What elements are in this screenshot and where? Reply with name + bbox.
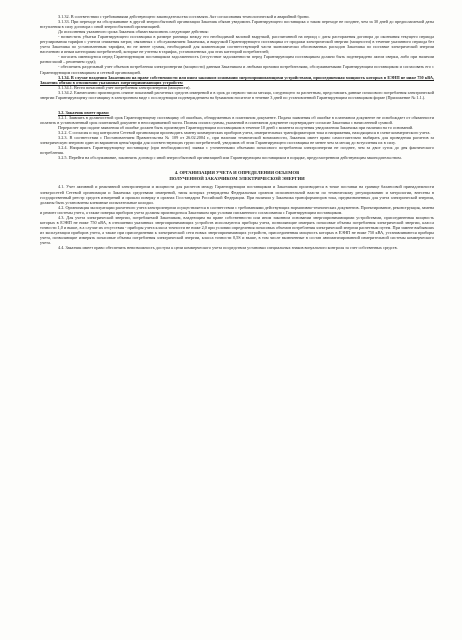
clause-paragraph: 3.2.5. Перейти на обслуживание, заключить договор с иной энергосбытовой организацией или Гарантирующим поставщиком в порядке, предусмотренном действующим законодательством. xyxy=(58,155,402,161)
clause-paragraph: 3.1.34.1. Вести почасовой учет потребления электроэнергии (мощности). xyxy=(58,84,191,90)
clause-paragraph: 3.1.34. В случае владения Заказчиком на праве собственности или ином законном основании энергопринимающими устройствами, присоединенная мощность которых в ЕЭНП не ниже 750 кВА, Заказчик обязан в отношении указанных энергопринимающих устройств: xyxy=(40,74,434,85)
clause-paragraph: 3.1.34.2. Ежемесячно производить снятие показаний расчетных средств измерений и в срок до первого числа месяца, следующего за расчетным, представлять данные почасового потребления электрической энергии Гарантирующему поставщику в электронном виде с последующим подтверждением на бумажном носителе в течение 3 дней по установленной Гарантирующим поставщиком форме (Приложение № 1.1.). xyxy=(40,89,434,100)
clause-paragraph: 4.2. Организация эксплуатации расчетного учета электроэнергии осуществляется в соответствии с требованиями действующих нормативно-технических документов. Проектирование, реконструкция, замена и ремонт системы учета, а также поверка приборов учета должны производиться Заказчиком при условии письменного согласования с Гарантирующим поставщиком. xyxy=(40,204,434,215)
section-heading: ПОЛУЧЕННОЙ ЗАКАЗЧИКОМ ЭЛЕКТРИЧЕСКОЙ ЭНЕРГИИ xyxy=(169,175,305,181)
clause-paragraph: 3.2.1. Заявлять в должностной срок Гарантирующему поставщику об ошибках, обнаруженных в платежном документе. Подача заявления об ошибке в платежном документе не освобождает от обязанности оплатить в установленный срок платежный документ в неоспариваемой части. Полная оплата суммы, указанной в платежном документе подтверждает согласие Заказчика с начисленной суммой. xyxy=(40,114,434,125)
clause-paragraph: 3.2.3. В соответствии с Постановлением Правительства № 109 от 26.02.2004 г., при наличии технической возможности, Заказчик имеет право самостоятельно выбирать для проведения расчетов за электрическую энергию один из вариантов цены/тарифа для соответствующих групп потребителей, уведомив об этом Гарантирующего поставщика не менее чем за месяц до вступления их в силу. xyxy=(40,135,434,146)
spacer xyxy=(40,100,434,110)
clause-paragraph: 3.2.4. Направлять Гарантирующему поставщику (при необходимости) заявки с уточненными объемами почасового потребления электроэнергии не позднее, чем за двое суток до дня фактического потребления. xyxy=(40,145,434,156)
clause-paragraph: 4.3. Для учета электрической энергии, потребляемой Заказчиком, владеющим на праве собственности или ином законном основании энергопринимающими устройствами, присоединенная мощность которых в ЕЭНП не ниже 750 кВА, в отношении указанных энергопринимающих устройств используются приборы учета, позволяющие измерять почасовые объемы потребления электрической энергии, класса точности 1,0 и выше, в а случае их отсутствия - приборы учета класса точности не ниже 2,0 при условии определения почасовых объемов потребления электрической энергии расчетным путем. При замене выбывших из эксплуатации приборов учета, а также при присоединении к электрической сети новых энергопринимающих устройств, присоединенная мощность которых в ЕЭНП не ниже 750 кВА, устанавливаются приборы учета, позволяющие измерять почасовые объемы потребления электрической энергии, класса точности 0,5S и выше, в том числе включенные в состав автоматизированной измерительной системы коммерческого учета. xyxy=(40,214,434,245)
clause-paragraph: 3.1.32. В соответствии с требованиями действующего законодательства составлять Акт согласования технологической и аварийной брони. xyxy=(58,14,310,19)
spacer xyxy=(40,160,434,170)
clause-paragraph: 3.2.2. С согласия и под контролем Сетевой организации производить замену коммерческих приборов учета, измерительных трансформаторов тока и напряжения, находящихся в схеме коммерческого учета. xyxy=(58,129,431,135)
clause-paragraph: - возместить убытки Гарантирующего поставщика в размере разницы между его необходимой валовой выручкой, рассчитанной на период с даты расторжения договора до окончания текущего периода регулирования тарифов с учетом снижения затрат, связанных с обслуживанием Заказчика, и выручкой Гарантирующего поставщика от продажи электрической энергии (мощности) в течение указанного периода без учета Заказчика по установленным тарифам, но не менее суммы, необходимой для компенсации соответствующей части экономически обоснованных расходов Заказчика по поставке электрической энергии населению и иным категориям потребителей, которые не учтены в тарифах, установленных для этих категорий потребителей; xyxy=(40,34,434,55)
clause-paragraph: 4.4. Заказчик имеет право обеспечить невозможность доступа к цепи коммерческого учета посредством установки специальных знаков визуального контроля за счет собственных средств. xyxy=(58,245,398,251)
clause-paragraph: Перерасчет при подаче заявления об ошибке должен быть произведен Гарантирующим поставщиком в течение 10 дней с момента получения уведомления Заказчика при наличии на то оснований. xyxy=(58,124,414,130)
subsection-heading: 3.2. Заказчик имеет право: xyxy=(58,109,110,115)
document-body xyxy=(40,14,434,250)
clause-paragraph: До исполнения указанного срока Заказчик обязан выполнить следующие действия: xyxy=(58,29,209,35)
clause-paragraph: - обеспечить раздельный учет объемов потребления электроэнергии (мощности) данным Заказчиком и любыми прочими потребителями, обслуживаемыми Гарантирующим поставщиком и согласовать его с Гарантирующим поставщиком и сетевой организацией. xyxy=(40,64,434,75)
section-heading: 4. ОРГАНИЗАЦИЯ УЧЕТА И ОПРЕДЕЛЕНИЯ ОБЪЕМОВ xyxy=(174,170,300,176)
clause-paragraph: - погасить имеющуюся перед Гарантирующим поставщиком задолженность (отсутствие задолженности перед Гарантирующим поставщиком должно быть подтверждено актом сверки, либо при наличии разногласий – решением суда); xyxy=(40,54,434,65)
clause-paragraph: 4.1. Учет активной и реактивной электроэнергии и мощности для расчетов между Гарантирующим поставщиком и Заказчиком производится в точке поставки на границе балансовой принадлежности электросетей Сетевой организации и Заказчика средствами измерений, типы которых утверждены Федеральным органом исполнительной власти по техническому регулированию и метрологии, внесены в государственный реестр средств измерений и прошли поверку в органах Госстандарта Российской Федерации. При наличии у Заказчика трансформаторов тока, предназначенных для учета электрической энергии, должны быть установлены клеммные испытательные колодки. xyxy=(40,184,434,205)
clause-paragraph: 3.1.33. При переходе на обслуживание в другой энергосбытовой организации Заказчик обязан уведомить Гарантирующего поставщика о таком переходе не позднее, чем за 30 дней до предполагаемой даты вступления в силу договора с иной энергосбытовой организацией. xyxy=(40,19,434,30)
